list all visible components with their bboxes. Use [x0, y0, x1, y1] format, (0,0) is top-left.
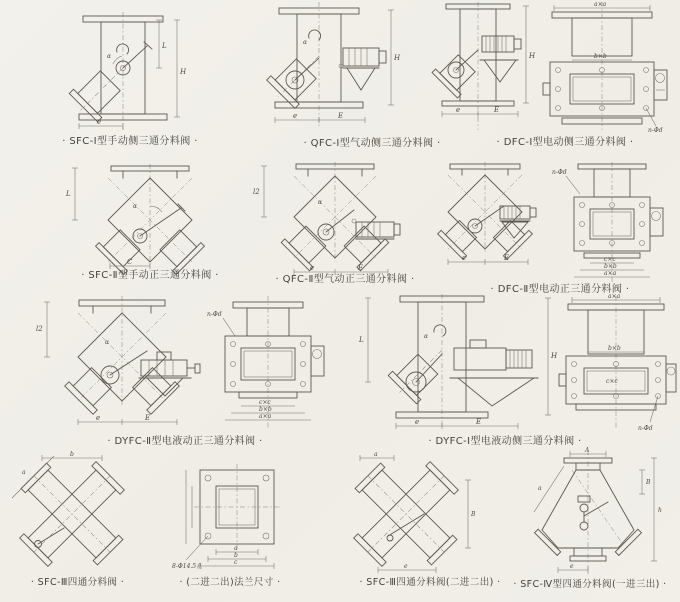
flap-lever: [388, 514, 424, 536]
figure-dyfc-2: [25, 296, 335, 431]
figure-qfc-1: [225, 2, 405, 132]
dim-label-alpha: α: [424, 333, 429, 340]
dim-label-bxb: b×b: [608, 345, 621, 352]
dim-label-H: H: [551, 352, 558, 360]
side-actuator: [654, 70, 667, 100]
cross-body: [0, 438, 148, 591]
front-view: [559, 293, 676, 432]
dim-label-a: a: [234, 545, 238, 552]
dim-label-B: B: [471, 511, 476, 518]
left-outlet-flange: [535, 529, 561, 555]
dfc-1-drawing: [420, 2, 670, 134]
hook: [117, 44, 129, 54]
dyfc-1-drawing: [342, 294, 677, 434]
dim-label-alpha: α: [318, 199, 323, 206]
dim-label-bxb: b×b: [604, 263, 617, 270]
dim-label-axa: a×a: [259, 413, 272, 420]
dim-label-H: H: [394, 54, 401, 62]
dim-label-C: C: [127, 258, 133, 266]
caption-dyfc-2: · DYFC-Ⅱ型电液动正三通分料阀 ·: [107, 436, 263, 447]
dim-label-bxb: b×b: [259, 406, 272, 413]
dim-label-axa: a×a: [594, 1, 607, 8]
dim-label-alpha: α: [105, 339, 110, 346]
dim-label-e: e: [310, 264, 315, 272]
electric-motor: [482, 36, 521, 52]
dim-label-axa: a×a: [604, 270, 617, 277]
dim-label-H: H: [180, 68, 187, 76]
dim-label-cxc: c×c: [604, 256, 616, 263]
right-outlet-flange: [615, 529, 641, 555]
dim-label-H: H: [529, 52, 536, 60]
dim-label-b: b: [70, 451, 74, 458]
pneumatic-cylinder: [352, 219, 400, 239]
sfc-3-drawing: [8, 452, 143, 574]
qfc-1-drawing: [225, 2, 405, 132]
dimension-lines: [12, 451, 102, 498]
dim-label-b: b: [234, 552, 238, 559]
caption-flange-dims: · (二进二出)法兰尺寸 ·: [179, 577, 281, 588]
dim-label-bxb: b×b: [594, 53, 607, 60]
dim-label-a: a: [374, 451, 378, 458]
dim-label-E: E: [504, 254, 510, 262]
caption-dfc-1: · DFC-Ⅰ型电动侧三通分料阀 ·: [496, 137, 634, 148]
figure-sfc-1: [35, 12, 195, 132]
dim-label-e: e: [97, 118, 102, 126]
dim-label-l2: l2: [253, 188, 260, 196]
dfc-2-drawing: [428, 162, 678, 284]
dyfc-2-drawing: [25, 296, 335, 431]
dim-label-B: B: [646, 479, 651, 486]
side-view: [358, 294, 558, 429]
hand-lever: [123, 46, 147, 68]
qfc-2-drawing: [248, 162, 438, 280]
front-view: [543, 1, 667, 134]
dimension-lines: [172, 536, 274, 570]
dim-label-n-phi-d: n-Φd: [648, 127, 663, 134]
hand-lever: [140, 208, 181, 236]
dim-label-e: e: [415, 418, 420, 426]
dim-label-E: E: [476, 418, 482, 426]
dim-label-E: E: [494, 106, 500, 114]
dim-label-A: A: [585, 447, 590, 454]
dim-label-n-phi-d: n-Φd: [552, 169, 567, 176]
dim-label-cxc: c×c: [606, 378, 618, 385]
dim-label-E: E: [338, 112, 344, 120]
caption-sfc-2: · SFC-Ⅱ型手动正三通分料阀 ·: [81, 270, 219, 281]
caption-qfc-1: · QFC-Ⅰ型气动侧三通分料阀 ·: [303, 138, 441, 149]
side-view: [36, 296, 200, 425]
caption-dfc-2: · DFC-Ⅱ型电动正三通分料阀 ·: [490, 284, 630, 295]
side-view: [438, 162, 536, 265]
pneumatic-cylinder: [339, 48, 386, 90]
side-actuator: [311, 346, 324, 376]
caption-sfc-3b: · SFC-Ⅲ四通分料阀(二进二出) ·: [359, 577, 501, 588]
dim-label-e: e: [462, 254, 467, 262]
figure-flange-dims: [172, 462, 302, 574]
figure-dyfc-1: [342, 294, 677, 434]
dim-label-e: e: [570, 563, 574, 570]
flange-dims-drawing: [172, 462, 302, 574]
dim-label-alpha: α: [303, 39, 308, 46]
dim-label-h: h: [658, 507, 662, 514]
dim-label-L: L: [66, 190, 71, 198]
side-actuator: [666, 364, 676, 392]
dim-label-alpha: α: [133, 203, 138, 210]
figure-sfc-3: [8, 452, 143, 574]
figure-dfc-2: [428, 162, 678, 284]
figure-sfc-4: [508, 447, 668, 580]
caption-qfc-2: · QFC-Ⅱ型气动正三通分料阀 ·: [275, 274, 415, 285]
side-actuator: [650, 208, 663, 236]
caption-dyfc-1: · DYFC-Ⅰ型电液动侧三通分料阀 ·: [428, 436, 582, 447]
dim-label-E: E: [358, 264, 364, 272]
dim-label-n-phi-d: n-Φd: [207, 311, 222, 318]
support-bracket: [347, 68, 375, 90]
dim-label-c: c: [234, 559, 238, 566]
dim-label-L: L: [359, 336, 364, 344]
dim-label-e: e: [456, 106, 461, 114]
caption-sfc-3: · SFC-Ⅲ四通分料阀 ·: [30, 577, 125, 588]
caption-sfc-1: · SFC-Ⅰ型手动侧三通分料阀 ·: [62, 136, 198, 147]
figure-sfc-3b: [338, 452, 478, 577]
bolt-hole: [205, 475, 211, 481]
dim-label-e: e: [96, 414, 101, 422]
sfc-1-drawing: [35, 12, 195, 132]
dim-label-n-phi-d: n-Φd: [638, 425, 653, 432]
figure-qfc-2: [248, 162, 438, 280]
dim-label-alpha: α: [107, 53, 112, 60]
dim-label-axa: a×a: [608, 293, 621, 300]
dim-label-cxc: c×c: [259, 399, 271, 406]
dim-label-E: E: [145, 414, 151, 422]
front-view: [207, 296, 324, 428]
sfc-3b-drawing: [338, 452, 478, 577]
dimension-lines: [79, 20, 187, 129]
figure-sfc-2: [55, 164, 245, 272]
dim-label-a: a: [22, 469, 26, 476]
front-view: [552, 162, 663, 282]
dim-label-e: e: [404, 563, 408, 570]
dim-label-e: e: [293, 112, 298, 120]
dim-label-L: L: [162, 42, 167, 50]
dimension-lines: [360, 451, 476, 573]
caption-sfc-4: · SFC-Ⅳ型四通分料阀(一进三出) ·: [513, 579, 667, 590]
sfc-4-drawing: [508, 447, 668, 580]
dim-label-a: a: [538, 485, 542, 492]
dim-label-holes: 8-Φ14.5孔: [172, 563, 203, 570]
side-view: [432, 2, 536, 130]
dimension-lines: [253, 166, 388, 275]
sfc-2-drawing: [55, 164, 245, 272]
hydraulic-cylinder: [141, 352, 200, 376]
dimension-lines: [275, 10, 401, 123]
figure-dfc-1: [420, 2, 670, 134]
dim-label-l2: l2: [36, 325, 43, 333]
